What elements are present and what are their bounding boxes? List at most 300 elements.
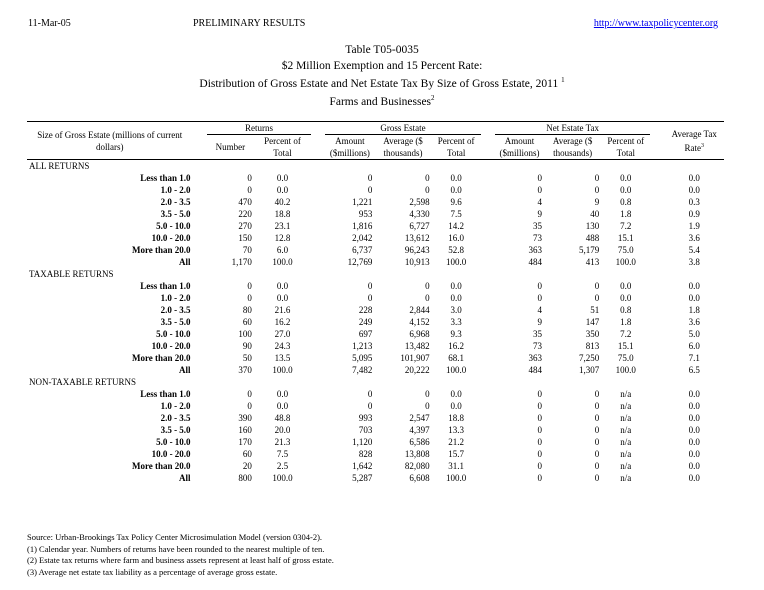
cell-ga: 0 [367, 401, 373, 411]
cell-ga: 1,816 [352, 221, 373, 231]
cell-tav: 40 [590, 209, 600, 219]
spacer [193, 460, 207, 472]
table-row [27, 352, 724, 364]
row-label: More than 20.0 [131, 245, 191, 255]
footnote-ref: 3 [701, 142, 705, 149]
cell-ga: 1,221 [352, 197, 373, 207]
row-label: All [179, 365, 191, 375]
cell-gp: 0.0 [450, 389, 462, 399]
spacer [311, 400, 325, 412]
cell-gp: 7.5 [450, 209, 462, 219]
section-header-row [27, 376, 724, 388]
cell-ta: 0 [537, 185, 543, 195]
spacer [311, 220, 325, 232]
cell-np: 18.8 [274, 209, 291, 219]
cell-gp: 16.0 [448, 233, 465, 243]
cell-np: 23.1 [274, 221, 291, 231]
cell-gav: 4,330 [409, 209, 430, 219]
cell-ga: 7,482 [352, 365, 373, 375]
row-label: More than 20.0 [131, 461, 191, 471]
spacer [481, 304, 495, 316]
cell-tp: 0.0 [620, 173, 632, 183]
cell-n: 20 [242, 461, 252, 471]
spacer [311, 208, 325, 220]
cell-gav: 2,598 [409, 197, 430, 207]
cell-rate: 0.3 [688, 197, 700, 207]
table-row [27, 388, 724, 400]
row-label: All [179, 473, 191, 483]
spacer [193, 412, 207, 424]
cell-n: 0 [247, 293, 252, 303]
row-label: Less than 1.0 [140, 389, 191, 399]
cell-tp: n/a [620, 449, 632, 459]
spacer [311, 196, 325, 208]
spacer [481, 256, 495, 268]
cell-np: 13.5 [274, 353, 291, 363]
cell-ga: 1,120 [352, 437, 373, 447]
table-row [27, 364, 724, 376]
cell-gav: 96,243 [404, 245, 430, 255]
cell-tp: 75.0 [617, 245, 634, 255]
cell-gav: 101,907 [400, 353, 430, 363]
table-row [27, 340, 724, 352]
table-row [27, 472, 724, 484]
table-row [27, 220, 724, 232]
cell-np: 2.5 [276, 461, 289, 471]
cell-rate: 0.0 [688, 401, 700, 411]
footnote-3: (3) Average net estate tax liability as a percentage of average gross estate. [27, 566, 278, 577]
cell-ga: 0 [367, 389, 373, 399]
table-row [27, 256, 724, 268]
cell-np: 24.3 [274, 341, 291, 351]
cell-ga: 703 [358, 425, 373, 435]
cell-np: 16.2 [274, 317, 291, 327]
spacer [311, 436, 325, 448]
cell-tp: 15.1 [617, 341, 634, 351]
cell-n: 90 [242, 341, 252, 351]
spacer [650, 220, 664, 232]
cell-rate: 6.5 [688, 365, 700, 375]
spacer [193, 172, 207, 184]
spacer [481, 412, 495, 424]
website-link[interactable]: http://www.taxpolicycenter.org [593, 18, 718, 29]
cell-tav: 51 [590, 305, 600, 315]
col-gross-average: Average ($ thousands) [374, 135, 431, 160]
row-label: 2.0 - 3.5 [160, 413, 191, 423]
cell-ta: 0 [537, 281, 543, 291]
cell-rate: 0.0 [688, 173, 700, 183]
row-label: 2.0 - 3.5 [160, 305, 191, 315]
cell-ga: 0 [367, 281, 373, 291]
cell-np: 21.6 [274, 305, 291, 315]
cell-tp: n/a [620, 401, 632, 411]
cell-gav: 20,222 [404, 365, 430, 375]
row-label: 10.0 - 20.0 [151, 233, 191, 243]
cell-tav: 0 [594, 293, 600, 303]
row-label: 1.0 - 2.0 [160, 401, 191, 411]
cell-gp: 21.2 [448, 437, 465, 447]
cell-ga: 5,095 [352, 353, 373, 363]
col-gross-amount: Amount ($millions) [325, 135, 374, 160]
cell-tav: 147 [585, 317, 600, 327]
spacer [311, 352, 325, 364]
cell-tav: 0 [594, 173, 600, 183]
cell-ga: 6,737 [352, 245, 373, 255]
spacer [650, 460, 664, 472]
table-row [27, 448, 724, 460]
col-tax-average: Average ($ thousands) [544, 135, 601, 160]
table-row [27, 328, 724, 340]
cell-tav: 488 [585, 233, 600, 243]
cell-rate: 0.0 [688, 293, 700, 303]
section-title: ALL RETURNS [29, 161, 90, 171]
cell-tav: 130 [585, 221, 600, 231]
col-returns-group: Returns [207, 122, 311, 135]
cell-gp: 100.0 [446, 257, 467, 267]
cell-ga: 228 [358, 305, 373, 315]
cell-n: 0 [247, 401, 252, 411]
cell-n: 800 [238, 473, 252, 483]
cell-tav: 0 [594, 425, 600, 435]
section-header-row [27, 268, 724, 280]
cell-gp: 31.1 [448, 461, 465, 471]
spacer [193, 292, 207, 304]
row-label: 10.0 - 20.0 [151, 341, 191, 351]
col-net-tax-group: Net Estate Tax [495, 122, 650, 135]
table-row [27, 292, 724, 304]
cell-np: 0.0 [276, 389, 289, 399]
col-gross-estate-group: Gross Estate [325, 122, 480, 135]
spacer [193, 232, 207, 244]
cell-tp: n/a [620, 437, 632, 447]
footnote-ref: 1 [561, 76, 565, 84]
cell-ga: 0 [367, 173, 373, 183]
cell-np: 7.5 [276, 449, 289, 459]
cell-ga: 828 [358, 449, 373, 459]
col-returns-pct: Percent of Total [254, 135, 311, 160]
cell-gav: 0 [425, 173, 430, 183]
preliminary-label: PRELIMINARY RESULTS [193, 18, 306, 29]
spacer [481, 448, 495, 460]
cell-gav: 6,586 [409, 437, 430, 447]
cell-ta: 4 [537, 305, 543, 315]
spacer [193, 316, 207, 328]
cell-np: 100.0 [272, 473, 293, 483]
spacer [311, 292, 325, 304]
cell-tav: 0 [594, 281, 600, 291]
cell-n: 1,170 [231, 257, 252, 267]
table-subtitle: $2 Million Exemption and 15 Percent Rate: [281, 60, 483, 72]
cell-tav: 0 [594, 185, 600, 195]
cell-tp: n/a [620, 389, 632, 399]
cell-ga: 2,042 [352, 233, 373, 243]
cell-ta: 9 [537, 209, 543, 219]
footnotes [27, 532, 334, 578]
spacer [650, 256, 664, 268]
cell-tav: 413 [585, 257, 600, 267]
cell-gp: 3.3 [450, 317, 462, 327]
spacer [650, 184, 664, 196]
spacer [481, 460, 495, 472]
cell-gav: 6,608 [409, 473, 430, 483]
cell-n: 160 [238, 425, 252, 435]
cell-gp: 0.0 [450, 185, 462, 195]
cell-rate: 0.0 [688, 281, 700, 291]
spacer [481, 232, 495, 244]
spacer [481, 388, 495, 400]
cell-tp: 7.2 [620, 329, 632, 339]
spacer [193, 184, 207, 196]
source-note: Source: Urban-Brookings Tax Policy Center Microsimulation Model (version 0304-2). [27, 532, 323, 542]
spacer [481, 352, 495, 364]
spacer [650, 208, 664, 220]
cell-rate: 0.0 [688, 461, 700, 471]
spacer [481, 172, 495, 184]
cell-np: 40.2 [274, 197, 291, 207]
spacer [650, 280, 664, 292]
cell-rate: 1.9 [688, 221, 700, 231]
footnote-ref: 2 [431, 94, 435, 102]
cell-gp: 15.7 [448, 449, 465, 459]
cell-gav: 4,152 [409, 317, 430, 327]
cell-ga: 1,213 [352, 341, 373, 351]
cell-n: 220 [238, 209, 252, 219]
cell-gp: 68.1 [448, 353, 465, 363]
spacer [311, 304, 325, 316]
cell-n: 150 [238, 233, 252, 243]
cell-ta: 0 [537, 473, 543, 483]
spacer [193, 304, 207, 316]
cell-ta: 0 [537, 173, 543, 183]
cell-n: 390 [238, 413, 252, 423]
spacer [650, 316, 664, 328]
cell-gav: 4,397 [409, 425, 430, 435]
cell-tp: 100.0 [615, 257, 636, 267]
cell-tav: 0 [594, 449, 600, 459]
cell-ta: 35 [533, 329, 543, 339]
spacer [481, 292, 495, 304]
cell-np: 12.8 [274, 233, 291, 243]
cell-rate: 3.6 [688, 317, 700, 327]
cell-rate: 5.4 [688, 245, 700, 255]
spacer [311, 364, 325, 376]
cell-ga: 5,287 [352, 473, 373, 483]
row-label: All [179, 257, 191, 267]
cell-gav: 0 [425, 293, 430, 303]
spacer [311, 256, 325, 268]
spacer [481, 364, 495, 376]
cell-gav: 6,968 [409, 329, 430, 339]
cell-rate: 0.9 [688, 209, 700, 219]
table-category [0, 94, 764, 108]
cell-tp: n/a [620, 425, 632, 435]
cell-rate: 0.0 [688, 437, 700, 447]
table-row [27, 460, 724, 472]
cell-gp: 0.0 [450, 293, 462, 303]
spacer [193, 424, 207, 436]
cell-rate: 5.0 [688, 329, 700, 339]
spacer [650, 364, 664, 376]
cell-tav: 0 [594, 461, 600, 471]
spacer [650, 412, 664, 424]
spacer [481, 208, 495, 220]
section-title: TAXABLE RETURNS [29, 269, 114, 279]
spacer [193, 364, 207, 376]
cell-tp: 75.0 [617, 353, 634, 363]
spacer [650, 436, 664, 448]
section-header-row [27, 160, 724, 173]
report-date: 11-Mar-05 [28, 18, 71, 29]
row-label: 10.0 - 20.0 [151, 449, 191, 459]
col-avg-rate-header [665, 122, 724, 160]
cell-gav: 2,547 [409, 413, 430, 423]
cell-tp: 1.8 [620, 317, 632, 327]
table-row [27, 316, 724, 328]
cell-ga: 953 [358, 209, 373, 219]
col-gross-pct: Percent of Total [432, 135, 481, 160]
description-text: Distribution of Gross Estate and Net Estate Tax By Size of Gross Estate, 2011 [199, 77, 559, 90]
col-size-header: Size of Gross Estate (millions of current dollars) [27, 122, 193, 160]
cell-tav: 7,250 [579, 353, 600, 363]
cell-n: 70 [242, 245, 252, 255]
spacer [311, 172, 325, 184]
cell-gp: 100.0 [446, 473, 467, 483]
spacer [311, 316, 325, 328]
cell-np: 0.0 [276, 185, 289, 195]
row-label: 3.5 - 5.0 [160, 317, 191, 327]
cell-ga: 0 [367, 185, 373, 195]
cell-n: 0 [247, 173, 252, 183]
cell-ta: 484 [528, 257, 543, 267]
cell-tav: 0 [594, 473, 600, 483]
spacer [193, 388, 207, 400]
spacer [650, 292, 664, 304]
cell-gp: 13.3 [448, 425, 465, 435]
spacer [650, 352, 664, 364]
cell-tav: 813 [585, 341, 600, 351]
spacer [311, 460, 325, 472]
spacer [193, 208, 207, 220]
table-row [27, 244, 724, 256]
cell-gav: 6,727 [409, 221, 430, 231]
cell-gav: 2,844 [409, 305, 430, 315]
cell-np: 6.0 [276, 245, 289, 255]
row-label: 3.5 - 5.0 [160, 209, 191, 219]
cell-gp: 100.0 [446, 365, 467, 375]
cell-gp: 9.6 [450, 197, 462, 207]
spacer [481, 184, 495, 196]
cell-tp: 0.8 [620, 305, 632, 315]
spacer [193, 436, 207, 448]
row-label: 5.0 - 10.0 [156, 329, 191, 339]
spacer [311, 424, 325, 436]
table-row [27, 280, 724, 292]
cell-tp: n/a [620, 461, 632, 471]
cell-rate: 0.0 [688, 449, 700, 459]
cell-ga: 12,769 [347, 257, 373, 267]
spacer [193, 340, 207, 352]
cell-ga: 993 [358, 413, 373, 423]
cell-rate: 6.0 [688, 341, 700, 351]
table-row [27, 232, 724, 244]
spacer [650, 304, 664, 316]
spacer [481, 220, 495, 232]
spacer [311, 388, 325, 400]
cell-ta: 0 [537, 401, 543, 411]
spacer [481, 424, 495, 436]
spacer [193, 244, 207, 256]
cell-tav: 1,307 [579, 365, 600, 375]
cell-gp: 16.2 [448, 341, 465, 351]
cell-np: 100.0 [272, 257, 293, 267]
spacer [193, 472, 207, 484]
cell-rate: 0.0 [688, 473, 700, 483]
cell-ta: 35 [533, 221, 543, 231]
spacer [193, 196, 207, 208]
cell-ta: 0 [537, 425, 543, 435]
spacer [481, 196, 495, 208]
cell-ta: 73 [533, 233, 543, 243]
spacer [650, 472, 664, 484]
cell-tp: 0.8 [620, 197, 632, 207]
row-label: Less than 1.0 [140, 173, 191, 183]
cell-gav: 13,482 [404, 341, 430, 351]
spacer [650, 196, 664, 208]
cell-tp: n/a [620, 413, 632, 423]
cell-rate: 3.8 [688, 257, 700, 267]
cell-gav: 0 [425, 401, 430, 411]
cell-np: 21.3 [274, 437, 291, 447]
cell-ga: 1,642 [352, 461, 373, 471]
spacer [193, 448, 207, 460]
cell-ta: 9 [537, 317, 543, 327]
section-title: NON-TAXABLE RETURNS [29, 377, 137, 387]
cell-gp: 0.0 [450, 401, 462, 411]
spacer [311, 232, 325, 244]
spacer [650, 328, 664, 340]
cell-rate: 0.0 [688, 413, 700, 423]
cell-n: 100 [238, 329, 252, 339]
cell-n: 80 [242, 305, 252, 315]
cell-ga: 249 [358, 317, 373, 327]
cell-tp: 0.0 [620, 185, 632, 195]
spacer [311, 328, 325, 340]
cell-n: 50 [242, 353, 252, 363]
spacer [481, 436, 495, 448]
cell-np: 0.0 [276, 401, 289, 411]
cell-gav: 10,913 [404, 257, 430, 267]
table-row [27, 196, 724, 208]
cell-gav: 0 [425, 389, 430, 399]
cell-ta: 0 [537, 461, 543, 471]
spacer [193, 400, 207, 412]
table-row [27, 412, 724, 424]
cell-tp: 15.1 [617, 233, 634, 243]
cell-gp: 14.2 [448, 221, 465, 231]
cell-ta: 0 [537, 437, 543, 447]
cell-rate: 7.1 [688, 353, 700, 363]
spacer [650, 388, 664, 400]
row-label: Less than 1.0 [140, 281, 191, 291]
cell-gp: 52.8 [448, 245, 465, 255]
cell-ta: 363 [528, 245, 543, 255]
cell-gav: 0 [425, 281, 430, 291]
spacer [481, 472, 495, 484]
cell-tav: 0 [594, 413, 600, 423]
table-row [27, 208, 724, 220]
spacer [311, 448, 325, 460]
spacer [311, 340, 325, 352]
